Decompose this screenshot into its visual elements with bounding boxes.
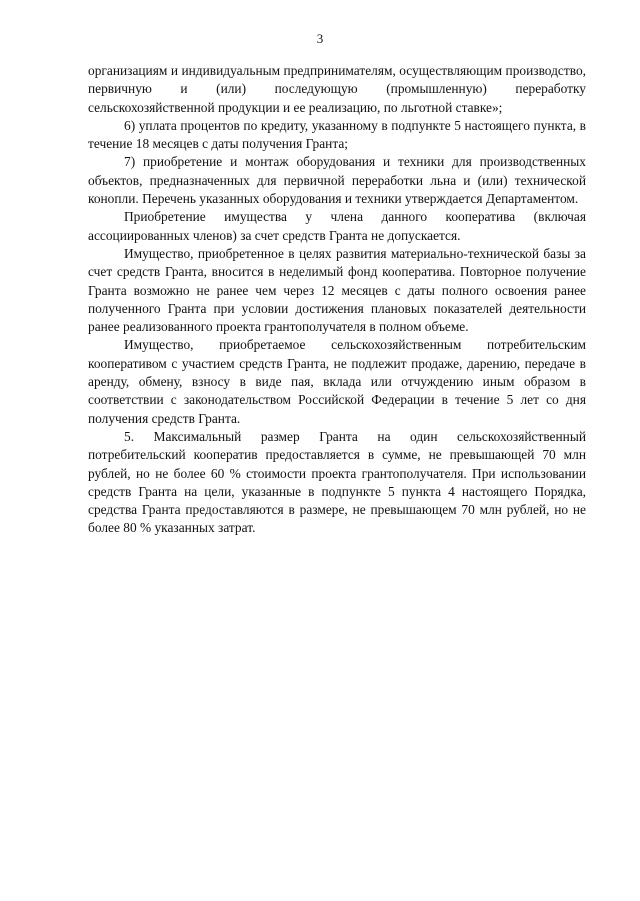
paragraph-indivisible-fund: Имущество, приобретенное в целях развития материально-технической базы за счет средств Гранта, вносится в неделимый фонд кооператива. Повторное получение Гранта возможно не ранее чем через 12 месяцев с даты полного освоения ранее полученного Гранта при условии достижения плановых показателей деятельности ранее реализованного проекта грантополучателя в полном объеме.	[88, 245, 586, 335]
paragraph-item-7: 7) приобретение и монтаж оборудования и техники для производственных объектов, предназначенных для первичной переработки льна и (или) технической конопли. Перечень указанных оборудования и техники утверждается Департаментом.	[88, 154, 586, 207]
page-number: 3	[316, 31, 324, 46]
document-body	[88, 62, 586, 538]
paragraph-item-6: 6) уплата процентов по кредиту, указанному в подпункте 5 настоящего пункта, в течение 18 месяцев с даты получения Гранта;	[88, 117, 586, 152]
paragraph-alienation-ban: Имущество, приобретаемое сельскохозяйственным потребительским кооперативом с участием средств Гранта, не подлежит продаже, дарению, передаче в аренду, обмену, взносу в виде пая, вклада или отчуждению иным образом в соответствии с законодательством Российской Федерации в течение 5 лет со дня получения средств Гранта.	[88, 337, 586, 426]
paragraph-continuation: организациям и индивидуальным предпринимателям, осуществляющим производство, первичную и (или) последующую (промышленную) переработку сельскохозяйственной продукции и ее реализацию, по льготной ставке»;	[88, 63, 586, 115]
paragraph-property-restriction: Приобретение имущества у члена данного кооператива (включая ассоциированных членов) за счет средств Гранта не допускается.	[88, 209, 586, 243]
paragraph-max-grant-size: 5. Максимальный размер Гранта на один сельскохозяйственный потребительский кооператив предоставляется в сумме, не превышающей 70 млн рублей, но не более 60 % стоимости проекта грантополучателя. При использовании средств Гранта на цели, указанные в подпункте 5 пункта 4 настоящего Порядка, средства Гранта предоставляются в размере, не превышающем 70 млн рублей, но не более 80 % указанных затрат.	[88, 428, 586, 536]
